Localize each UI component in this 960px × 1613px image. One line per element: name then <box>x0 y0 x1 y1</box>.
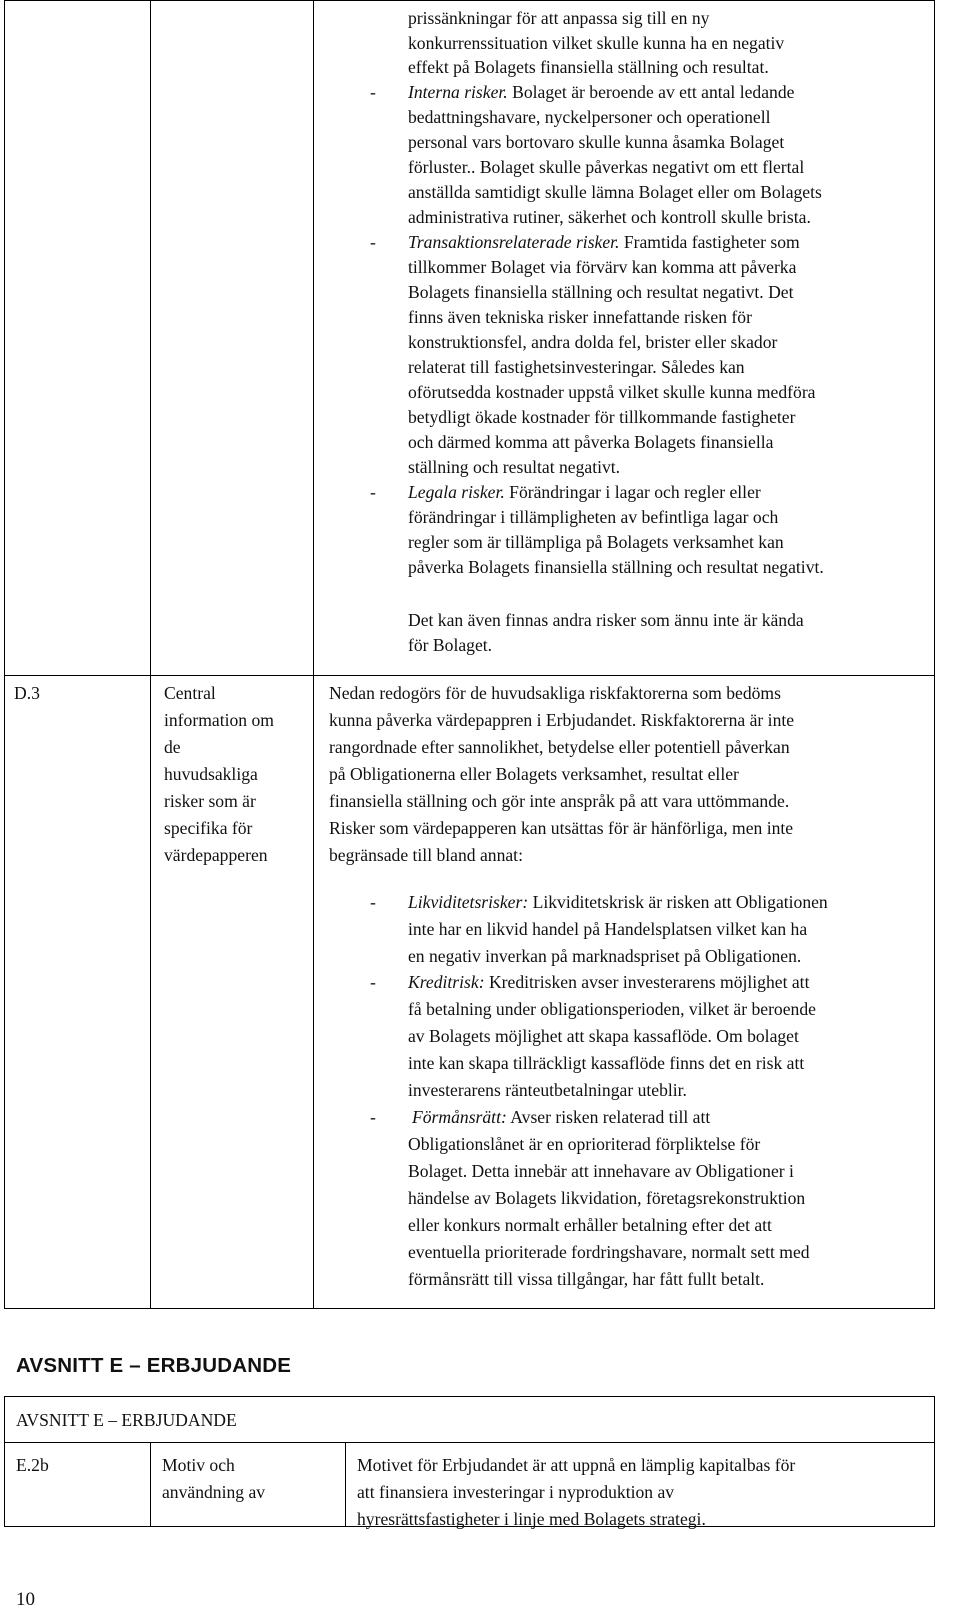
bullet-line: oförutsedda kostnader uppstå vilket skulle kunna medföra <box>408 382 816 402</box>
table-title: AVSNITT E – ERBJUDANDE <box>16 1410 237 1430</box>
bullet-line: investerarens ränteutbetalningar uteblir. <box>408 1080 687 1100</box>
bullet-first-line <box>412 1105 710 1130</box>
table-border-left <box>4 0 5 1309</box>
bullet-line: eller konkurs normalt erhåller betalning efter det att <box>408 1215 772 1235</box>
row-text-line: Motivet för Erbjudandet är att uppnå en lämplig kapitalbas för <box>357 1455 796 1475</box>
table-e-row-divider <box>4 1442 935 1443</box>
row-label-line: risker som är <box>164 791 256 811</box>
bullet-dash: - <box>370 232 376 252</box>
bullet-line: administrativa rutiner, säkerhet och kontroll skulle brista. <box>408 207 811 227</box>
intro-line: Nedan redogörs för de huvudsakliga riskfaktorerna som bedöms <box>329 683 781 703</box>
bullet-line: av Bolagets möjlighet att skapa kassaflöde. Om bolaget <box>408 1026 799 1046</box>
row-id: D.3 <box>14 683 40 703</box>
bullet-line: betydligt ökade kostnader för tillkommande fastigheter <box>408 407 796 427</box>
column-divider-2 <box>313 0 314 1309</box>
bullet-line: påverka Bolagets finansiella ställning och resultat negativt. <box>408 557 824 577</box>
bullet-text: Likviditetskrisk är risken att Obligationen <box>528 892 828 912</box>
column-divider-1 <box>150 0 151 1309</box>
bullet-line: händelse av Bolagets likvidation, företagsrekonstruktion <box>408 1188 806 1208</box>
bullet-line: eventuella prioriterade fordringshavare, normalt sett med <box>408 1242 810 1262</box>
table-border-right <box>934 0 935 1309</box>
bullet-dash: - <box>370 1107 376 1127</box>
bullet-dash: - <box>370 892 376 912</box>
bullet-line: Bolagets finansiella ställning och resultat negativt. Det <box>408 282 794 302</box>
bullet-line: regler som är tillämpliga på Bolagets verksamhet kan <box>408 532 784 552</box>
table-e-border-right <box>934 1396 935 1527</box>
table-e-border-left <box>4 1396 5 1527</box>
bullet-text: Bolaget är beroende av ett antal ledande <box>507 82 795 102</box>
row-label-line: värdepapperen <box>164 845 268 865</box>
paragraph-line: prissänkningar för att anpassa sig till en ny <box>408 8 710 28</box>
row-text-line: hyresrättsfastigheter i linje med Bolagets strategi. <box>357 1509 706 1529</box>
bullet-line: få betalning under obligationsperioden, vilket är beroende <box>408 999 816 1019</box>
bullet-title: Interna risker. <box>408 82 508 102</box>
closing-line: Det kan även finnas andra risker som ännu inte är kända <box>408 610 804 630</box>
row-label-line: användning av <box>162 1482 266 1502</box>
bullet-line: Bolaget. Detta innebär att innehavare av Obligationer i <box>408 1161 794 1181</box>
table-e-col-divider-2 <box>345 1442 346 1527</box>
bullet-line: tillkommer Bolaget via förvärv kan komma att påverka <box>408 257 797 277</box>
bullet-dash: - <box>370 972 376 992</box>
row-label-line: specifika för <box>164 818 253 838</box>
bullet-first-line <box>408 230 800 255</box>
bullet-line: personal vars bortovaro skulle kunna åsamka Bolaget <box>408 132 785 152</box>
table-e-col-divider-1 <box>150 1442 151 1527</box>
bullet-line: anställda samtidigt skulle lämna Bolaget eller om Bolagets <box>408 182 822 202</box>
row-id: E.2b <box>16 1455 49 1475</box>
bullet-dash: - <box>370 482 376 502</box>
row-label-line: Motiv och <box>162 1455 235 1475</box>
row-label-line: Central <box>164 683 216 703</box>
table-border-top <box>4 0 934 1</box>
intro-line: finansiella ställning och gör inte anspråk på att vara uttömmande. <box>329 791 790 811</box>
bullet-line: en negativ inverkan på marknadspriset på Obligationen. <box>408 946 802 966</box>
bullet-line: konstruktionsfel, andra dolda fel, brister eller skador <box>408 332 778 352</box>
bullet-line: och därmed komma att påverka Bolagets finansiella <box>408 432 774 452</box>
bullet-text: Förändringar i lagar och regler eller <box>504 482 761 502</box>
table-border-bottom <box>4 1308 935 1309</box>
bullet-first-line <box>408 480 761 505</box>
page-number: 10 <box>16 1589 35 1610</box>
intro-line: på Obligationerna eller Bolagets verksamhet, resultat eller <box>329 764 739 784</box>
table-e-border-top <box>4 1396 934 1397</box>
bullet-first-line <box>408 80 794 105</box>
paragraph-line: effekt på Bolagets finansiella ställning och resultat. <box>408 57 769 77</box>
intro-line: kunna påverka värdepappren i Erbjudandet. Riskfaktorerna är inte <box>329 710 795 730</box>
bullet-text: Framtida fastigheter som <box>619 232 800 252</box>
bullet-first-line <box>408 890 828 915</box>
paragraph-line: konkurrenssituation vilket skulle kunna ha en negativ <box>408 33 785 53</box>
bullet-title: Legala risker. <box>408 482 505 502</box>
bullet-line: förluster.. Bolaget skulle påverkas negativt om ett flertal <box>408 157 805 177</box>
bullet-line: inte kan skapa tillräckligt kassaflöde finns det en risk att <box>408 1053 805 1073</box>
bullet-line: bedattningshavare, nyckelpersoner och operationell <box>408 107 771 127</box>
bullet-line: finns även tekniska risker innefattande risken för <box>408 307 752 327</box>
row-label-line: huvudsakliga <box>164 764 258 784</box>
intro-line: begränsade till bland annat: <box>329 845 523 865</box>
intro-line: Risker som värdepapperen kan utsättas för är hänförliga, men inte <box>329 818 794 838</box>
bullet-line: Obligationslånet är en oprioriterad förpliktelse för <box>408 1134 761 1154</box>
bullet-title: Likviditetsrisker: <box>408 892 529 912</box>
closing-line: för Bolaget. <box>408 635 493 655</box>
bullet-first-line <box>408 970 809 995</box>
row-divider-d3 <box>4 675 935 676</box>
bullet-line: relaterat till fastighetsinvesteringar. Således kan <box>408 357 745 377</box>
section-heading: AVSNITT E – ERBJUDANDE <box>16 1354 292 1377</box>
bullet-title: Förmånsrätt: <box>412 1107 507 1127</box>
row-label-line: de <box>164 737 181 757</box>
bullet-dash: - <box>370 82 376 102</box>
row-text-line: att finansiera investeringar i nyproduktion av <box>357 1482 675 1502</box>
bullet-text: Avser risken relaterad till att <box>506 1107 711 1127</box>
bullet-line: ställning och resultat negativt. <box>408 457 621 477</box>
row-label-line: information om <box>164 710 274 730</box>
bullet-line: förmånsrätt till vissa tillgångar, har fått fullt betalt. <box>408 1269 765 1289</box>
bullet-line: inte har en likvid handel på Handelsplatsen vilket kan ha <box>408 919 808 939</box>
bullet-title: Kreditrisk: <box>408 972 485 992</box>
bullet-text: Kreditrisken avser investerarens möjlighet att <box>484 972 810 992</box>
bullet-line: förändringar i tillämpligheten av befintliga lagar och <box>408 507 779 527</box>
intro-line: rangordnade efter sannolikhet, betydelse eller potentiell påverkan <box>329 737 790 757</box>
bullet-title: Transaktionsrelaterade risker. <box>408 232 620 252</box>
